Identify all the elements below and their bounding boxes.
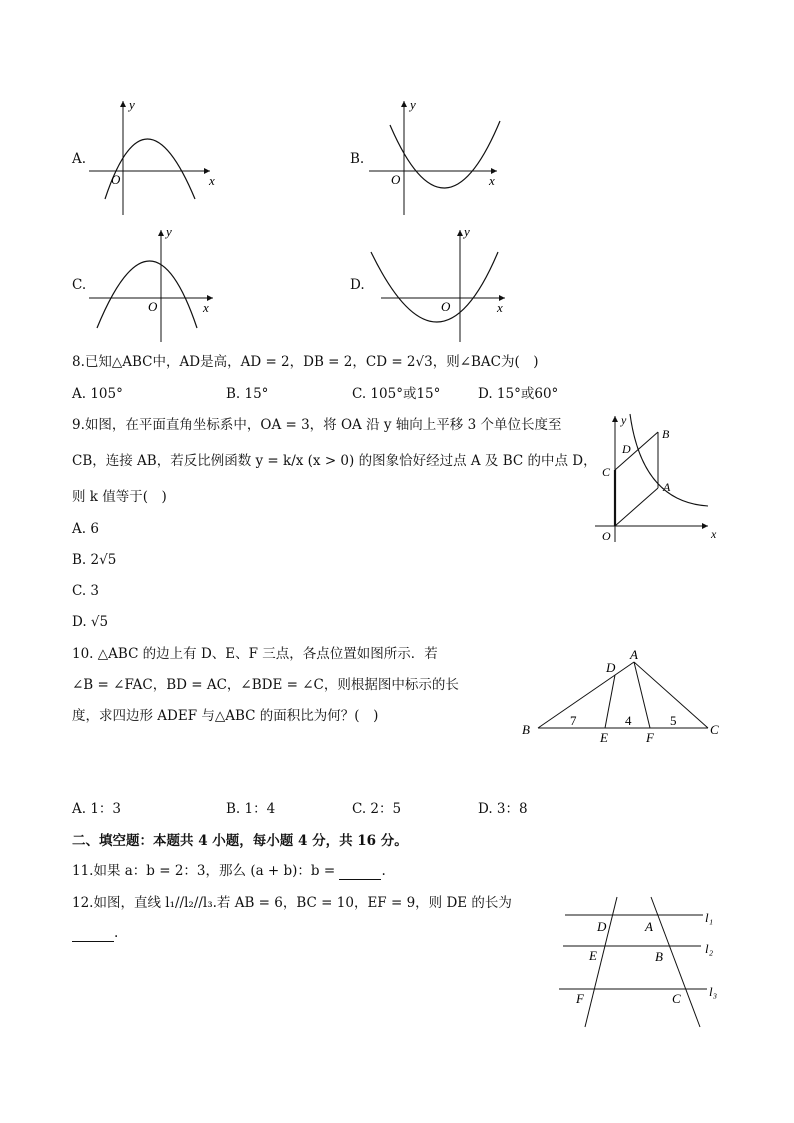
segment-af (634, 662, 650, 728)
q11-stem (72, 862, 386, 880)
point-d-label: D (606, 660, 616, 675)
point-d-label: D (597, 919, 607, 934)
x-label: x (497, 300, 503, 315)
q12-stem-line1: 12.如图，直线 l₁//l₂//l₃.若 AB = 6，BC = 10，EF = 9，则 DE 的长为 (72, 895, 512, 911)
parabola-curve (97, 261, 197, 328)
y-axis-arrow (401, 101, 407, 107)
q10-figure (518, 645, 728, 745)
q10-option-a: A. 1：3 (72, 801, 122, 817)
parabola-curve (390, 121, 500, 188)
origin-label: O (148, 299, 158, 314)
q10-stem-line2: ∠B = ∠FAC，BD = AC，∠BDE = ∠C，则根据图中标示的长 (72, 677, 459, 693)
q8-stem: 8.已知△ABC中，AD是高，AD = 2，DB = 2，CD = 2√3，则∠BAC为( ) (72, 354, 539, 370)
point-c-label: C (710, 722, 719, 737)
x-label: x (203, 300, 209, 315)
section-2-heading: 二、填空题：本题共 4 小题，每小题 4 分，共 16 分。 (72, 833, 408, 849)
q9-option-d: D. √5 (72, 614, 109, 630)
point-e-label: E (600, 730, 608, 745)
point-a-label: A (630, 647, 638, 662)
graph-a (85, 95, 225, 220)
y-axis-arrow (120, 101, 126, 107)
option-b-label: B. (350, 151, 365, 167)
graph-c (85, 222, 225, 347)
q9-option-b: B. 2√5 (72, 552, 117, 568)
point-e-label: E (589, 948, 597, 963)
q8-option-b: B. 15° (226, 386, 269, 402)
y-axis-arrow (612, 416, 618, 422)
q12-figure (555, 895, 725, 1035)
q9-option-c: C. 3 (72, 583, 100, 599)
q9-stem-line3: 则 k 值等于( ) (72, 489, 167, 505)
q10-option-d: D. 3：8 (478, 801, 528, 817)
q10-option-b: B. 1：4 (226, 801, 276, 817)
line-l1-label: l₁ (705, 910, 714, 925)
parabola-curve (105, 139, 195, 199)
segment-oa (615, 488, 658, 526)
y-axis-arrow (457, 230, 463, 236)
graph-b (365, 95, 510, 220)
point-b-label: B (662, 427, 670, 441)
q10-stem-line1: 10. △ABC 的边上有 D、E、F 三点，各点位置如图所示．若 (72, 646, 438, 662)
option-a-label: A. (72, 151, 87, 167)
y-label: y (166, 224, 172, 239)
y-label: y (410, 97, 416, 112)
q8-option-d: D. 15°或60° (478, 386, 559, 402)
q8-option-a: A. 105° (72, 386, 123, 402)
origin-label: O (391, 172, 401, 187)
segment-de (605, 675, 615, 728)
x-label: x (489, 173, 495, 188)
length-fc: 5 (670, 713, 677, 728)
origin-label: O (111, 172, 121, 187)
length-ef: 4 (625, 713, 632, 728)
q11-answer-blank[interactable] (339, 865, 381, 880)
segment-ba (538, 662, 634, 728)
q10-stem-line3: 度，求四边形 ADEF 与△ABC 的面积比为何？( ) (72, 708, 379, 724)
option-c-label: C. (72, 277, 87, 293)
q10-option-c: C. 2：5 (352, 801, 402, 817)
q9-stem-line2: CB，连接 AB，若反比例函数 y = k/x (x > 0) 的图象恰好经过点 A 及 BC 的中点 D， (72, 453, 597, 469)
origin-label: O (602, 529, 611, 543)
y-label: y (129, 97, 135, 112)
point-c-label: C (672, 991, 681, 1006)
point-b-label: B (522, 722, 530, 737)
q11-text: 11.如果 a：b = 2：3，那么 (a + b)：b = (72, 863, 336, 879)
q12-answer-blank[interactable] (72, 927, 114, 942)
q12-stem-line2 (72, 924, 118, 942)
line-l2-label: l₂ (705, 941, 714, 956)
q12-end: . (114, 925, 119, 941)
point-a-label: A (663, 480, 671, 494)
origin-label: O (441, 299, 451, 314)
x-label: x (209, 173, 215, 188)
point-f-label: F (576, 991, 584, 1006)
point-f-label: F (646, 730, 654, 745)
line-l3-label: l₃ (709, 984, 718, 999)
x-axis-arrow (702, 523, 708, 529)
q9-stem-line1: 9.如图，在平面直角坐标系中，OA = 3，将 OA 沿 y 轴向上平移 3 个单位长度至 (72, 417, 562, 433)
q8-option-c: C. 105°或15° (352, 386, 441, 402)
point-d-label: D (622, 442, 631, 456)
point-b-label: B (655, 949, 663, 964)
option-d-label: D. (350, 277, 365, 293)
point-c-label: C (602, 465, 611, 479)
y-axis-arrow (158, 230, 164, 236)
x-label: x (711, 527, 717, 541)
graph-d (365, 222, 515, 347)
q9-figure (590, 410, 725, 545)
y-label: y (621, 413, 627, 427)
q9-option-a: A. 6 (72, 521, 99, 537)
parabola-curve (371, 252, 498, 322)
length-be: 7 (570, 713, 577, 728)
point-a-label: A (645, 919, 653, 934)
q11-end: . (381, 863, 386, 879)
y-label: y (464, 224, 470, 239)
